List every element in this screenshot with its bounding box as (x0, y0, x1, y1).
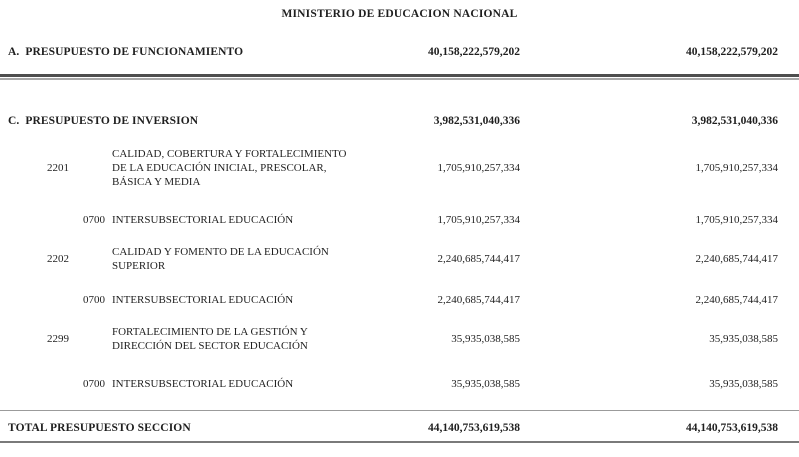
program-code: 2201 (47, 162, 69, 174)
amount-col1: 1,705,910,257,334 (437, 162, 520, 174)
subprogram-description: INTERSUBSECTORIAL EDUCACIÓN (112, 294, 294, 306)
program-code: 2299 (47, 333, 69, 345)
total-label: TOTAL PRESUPUESTO SECCION (8, 422, 191, 434)
row-total-presupuesto-seccion (0, 422, 778, 434)
amount-col1: 35,935,038,585 (451, 378, 520, 390)
subprogram-code: 0700 (83, 214, 105, 226)
row-subprogram-0700-2202 (0, 293, 778, 307)
amount-col2: 1,705,910,257,334 (695, 162, 778, 174)
row-program-2201 (0, 147, 778, 189)
section-label: C. PRESUPUESTO DE INVERSION (8, 115, 199, 127)
row-program-2202 (0, 245, 778, 273)
amount-col2: 44,140,753,619,538 (686, 422, 778, 434)
page-title: MINISTERIO DE EDUCACION NACIONAL (281, 8, 518, 20)
amount-col2: 2,240,685,744,417 (695, 294, 778, 306)
horizontal-rule-above-total (0, 410, 799, 411)
amount-col2: 35,935,038,585 (709, 333, 778, 345)
subprogram-code: 0700 (83, 378, 105, 390)
horizontal-rule-thick (0, 74, 799, 80)
amount-col1: 35,935,038,585 (451, 333, 520, 345)
row-presupuesto-funcionamiento (0, 46, 778, 58)
amount-col2: 40,158,222,579,202 (686, 46, 778, 58)
subprogram-description: INTERSUBSECTORIAL EDUCACIÓN (112, 214, 294, 226)
section-label: A. PRESUPUESTO DE FUNCIONAMIENTO (8, 46, 244, 58)
row-subprogram-0700-2201 (0, 213, 778, 227)
amount-col1: 44,140,753,619,538 (428, 422, 520, 434)
amount-col1: 1,705,910,257,334 (437, 214, 520, 226)
horizontal-rule-below-total (0, 441, 799, 443)
amount-col1: 2,240,685,744,417 (437, 253, 520, 265)
row-presupuesto-inversion (0, 115, 778, 127)
amount-col1: 3,982,531,040,336 (433, 115, 520, 127)
row-subprogram-0700-2299 (0, 377, 778, 391)
program-code: 2202 (47, 253, 69, 265)
subprogram-code: 0700 (83, 294, 105, 306)
program-description: FORTALECIMIENTO DE LA GESTIÓN Y DIRECCIÓN DEL SECTOR EDUCACIÓN (112, 326, 308, 352)
amount-col1: 40,158,222,579,202 (428, 46, 520, 58)
program-description: CALIDAD, COBERTURA Y FORTALECIMIENTO DE LA EDUCACIÓN INICIAL, PRESCOLAR, BÁSICA Y MEDIA (112, 148, 347, 188)
subprogram-description: INTERSUBSECTORIAL EDUCACIÓN (112, 378, 294, 390)
amount-col1: 2,240,685,744,417 (437, 294, 520, 306)
amount-col2: 35,935,038,585 (709, 378, 778, 390)
amount-col2: 3,982,531,040,336 (691, 115, 778, 127)
amount-col2: 1,705,910,257,334 (695, 214, 778, 226)
rule-light-band (0, 78, 799, 80)
program-description: CALIDAD Y FOMENTO DE LA EDUCACIÓN SUPERIOR (112, 246, 329, 272)
row-program-2299 (0, 325, 778, 353)
amount-col2: 2,240,685,744,417 (695, 253, 778, 265)
